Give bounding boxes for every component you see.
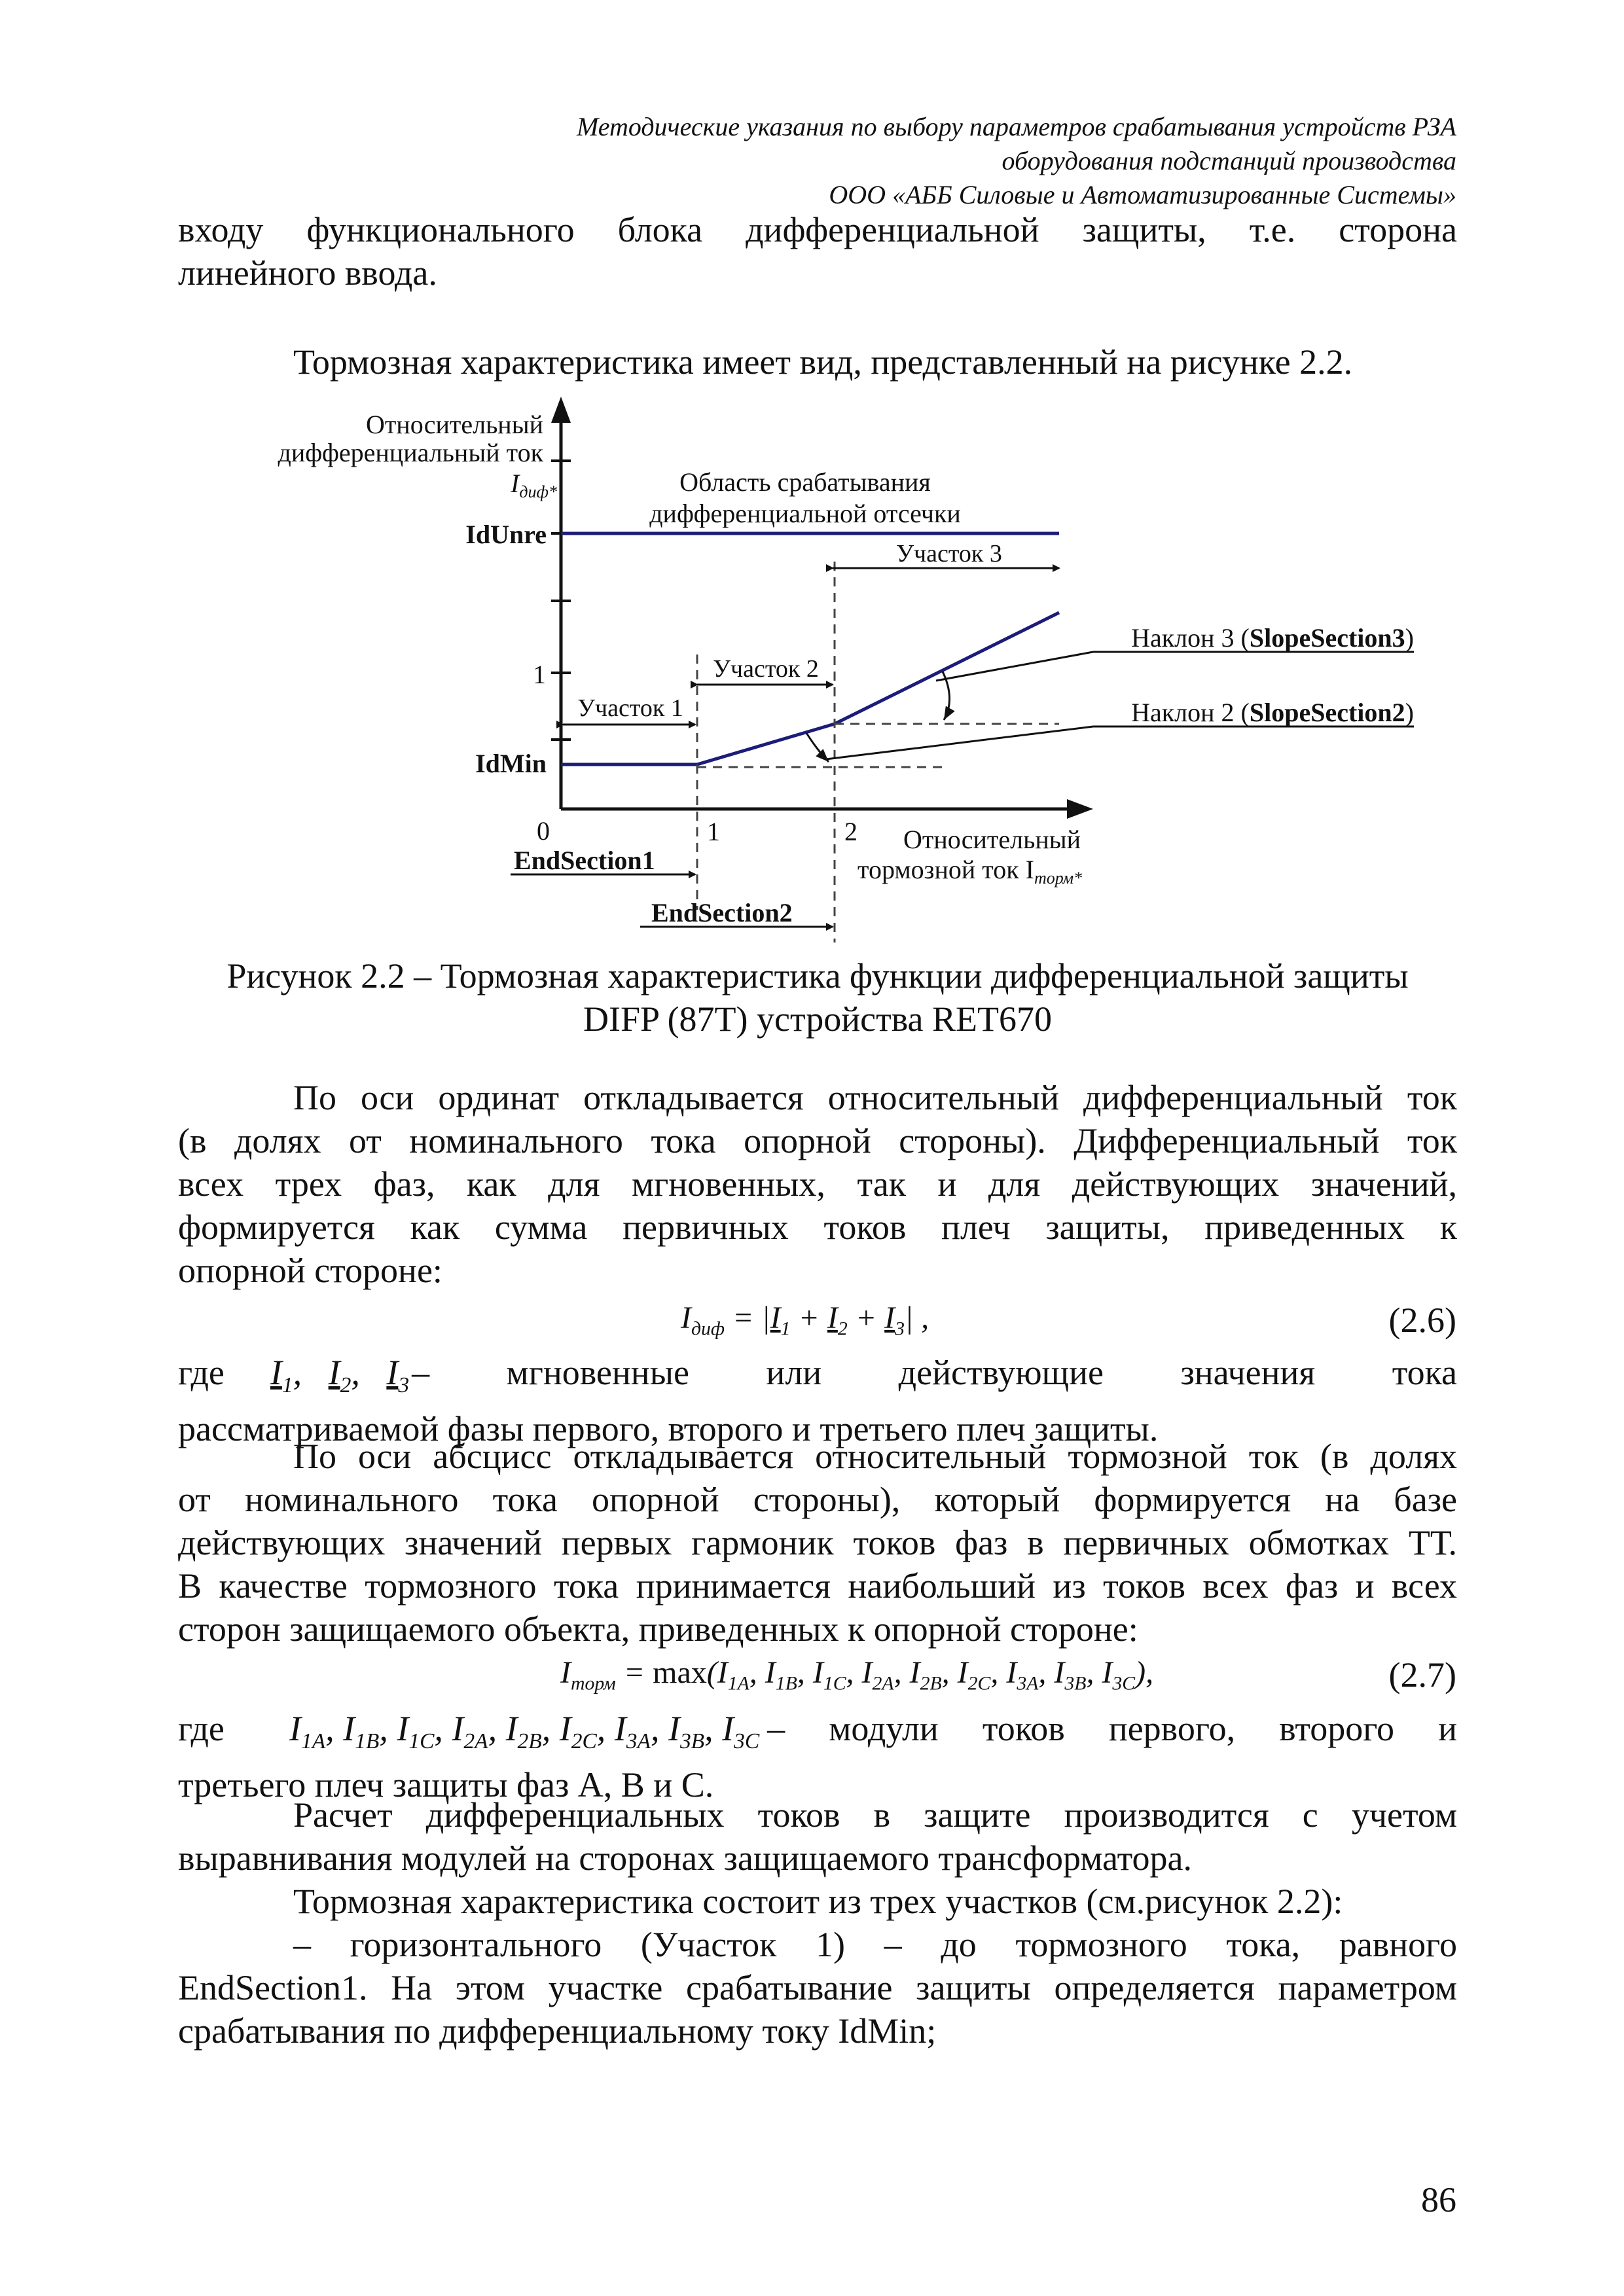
tick-label-y-1: 1: [533, 660, 546, 689]
tick-label-x-2: 2: [844, 817, 857, 846]
header-line-3: ООО «АББ Силовые и Автоматизированные Системы»: [829, 180, 1456, 209]
paragraph-ordinate: [178, 1076, 1457, 1292]
x-axis-label-line2: [857, 855, 1082, 888]
x-label-text: тормозной ток I: [857, 855, 1034, 884]
tick-label-x-1: 1: [707, 817, 720, 846]
equation-2-7: $I_{торм} = \max(I_{1A}$, $I_{1B}$, $I_{1C}$, $I_{2A}$, $I_{2B}$, $I_{2C}$, $I_{3A}$, $I_{3B}$, $I_{3C}$),: [560, 1655, 1154, 1695]
text-line: действующих значений первых гармоник токов фаз в первичных обмотках ТТ.: [178, 1523, 1457, 1562]
equation-number-2-7: (2.7): [1388, 1655, 1456, 1695]
text-line: EndSection1. На этом участке срабатывание защиты определяется параметром: [178, 1968, 1457, 2007]
text-line: формируется как сумма первичных токов плеч защиты, приведенных к: [178, 1208, 1457, 1247]
y-axis-label-line2: дифференциальный ток: [278, 438, 543, 467]
page-number: 86: [1421, 2180, 1456, 2219]
x-label-sub: торм*: [1034, 869, 1083, 888]
slope2-label: [1131, 698, 1414, 727]
slope3-post: ): [1405, 623, 1414, 653]
text-line: линейного ввода.: [178, 253, 437, 293]
header-line-1: Методические указания по выбору параметров срабатывания устройств РЗА: [576, 112, 1456, 141]
y-axis-label-symbol: [510, 469, 557, 501]
section-1-label: Участок 1: [577, 694, 683, 722]
y-axis-label-line1: Относительный: [365, 410, 543, 439]
text-line: входу функционального блока дифференциальной защиты, т.е. сторона: [178, 210, 1457, 249]
slope3-label: [1131, 623, 1414, 653]
paragraph-abscissa: [178, 1435, 1457, 1651]
caption-line-1: Рисунок 2.2 – Тормозная характеристика функции дифференциальной защиты: [226, 956, 1409, 996]
text-line: выравнивания модулей на сторонах защищаемого трансформатора.: [178, 1839, 1192, 1878]
idmin-label: IdMin: [475, 749, 547, 778]
current-symbols: $I_1$, $I_2$, $I_3$ – мгновенные или действующие значения тока: [225, 1351, 1457, 1407]
paragraph-top: [178, 208, 1457, 295]
paragraph-calc: [178, 1793, 1457, 2053]
x-axis-arrow: [1067, 799, 1093, 819]
text-line: По оси абсцисс откладывается относительный тормозной ток (в долях: [293, 1437, 1457, 1476]
header-line-2: оборудования подстанций производства: [1001, 146, 1456, 175]
text-line: срабатывания по дифференциальному току IdMin;: [178, 2011, 937, 2051]
caption-line-2: DIFP (87T) устройства RET670: [583, 999, 1052, 1039]
slope2-post: ): [1405, 698, 1414, 727]
figure-caption: [178, 954, 1457, 1041]
phase-current-symbols: $I_{1A}$, $I_{1B}$, $I_{1C}$, $I_{2A}$, $I_{2B}$, $I_{2C}$, $I_{3A}$, $I_{3B}$, $I_{3C}$: [289, 1709, 760, 1753]
where-word: где: [178, 1353, 225, 1392]
text-line: всех трех фаз, как для мгновенных, так и для действующих значений,: [178, 1164, 1457, 1204]
section-2-label: Участок 2: [713, 655, 819, 683]
text-line: В качестве тормозного тока принимается наибольший из токов всех фаз и всех: [178, 1566, 1457, 1605]
slope3-param: SlopeSection3: [1249, 623, 1405, 653]
text-line: третьего плеч защиты фаз А, В и С.: [178, 1765, 714, 1804]
section-3-label: Участок 3: [896, 540, 1002, 567]
text-line: сторон защищаемого объекта, приведенных к опорной стороне:: [178, 1609, 1138, 1649]
text-line: По оси ординат откладывается относительный дифференциальный ток: [293, 1078, 1457, 1117]
text-line: Тормозная характеристика состоит из трех участков (см.рисунок 2.2):: [293, 1882, 1343, 1921]
slope2-pre: Наклон 2 (: [1131, 698, 1250, 727]
text-line: рассматриваемой фазы первого, второго и третьего плеч защиты.: [178, 1408, 1159, 1448]
endsection2-label: EndSection2: [651, 898, 793, 927]
equation-number-2-6: (2.6): [1388, 1300, 1456, 1340]
y-axis-arrow: [551, 397, 571, 423]
restraint-characteristic-figure: [0, 393, 1624, 982]
x-axis-label-line1: Относительный: [903, 825, 1081, 854]
slope2-param: SlopeSection2: [1249, 698, 1405, 727]
where-word: где: [178, 1709, 225, 1748]
text-line: от номинального тока опорной стороны), который формируется на базе: [178, 1480, 1457, 1519]
running-header: [213, 110, 1456, 212]
endsection1-label: EndSection1: [514, 846, 655, 875]
equation-2-6: $I_{диф} = |I_1 + I_2 + I_3|$ ,: [681, 1300, 929, 1340]
where-clause-2: [178, 1707, 1457, 1806]
region-label-line2: дифференциальной отсечки: [649, 499, 961, 528]
restraint-curve: [561, 613, 1059, 764]
where-description: – модули токов первого, второго и: [767, 1709, 1457, 1748]
slope3-pre: Наклон 3 (: [1131, 623, 1250, 653]
symbol-i: I: [511, 469, 520, 498]
text-line: (в долях от номинального тока опорной стороны). Дифференциальный ток: [178, 1121, 1457, 1160]
figure-intro: Тормозная характеристика имеет вид, представленный на рисунке 2.2.: [293, 342, 1353, 382]
symbol-sub: диф*: [519, 482, 557, 501]
text-line: Расчет дифференциальных токов в защите производится с учетом: [293, 1795, 1457, 1835]
idunre-label: IdUnre: [465, 520, 547, 549]
where-description: – мгновенные или действующие значения тока: [412, 1353, 1457, 1392]
text-line: – горизонтального (Участок 1) – до тормозного тока, равного: [293, 1925, 1457, 1964]
tick-label-origin: 0: [537, 816, 550, 846]
region-label-line1: Область срабатывания: [679, 467, 931, 497]
text-line: опорной стороне:: [178, 1251, 442, 1290]
